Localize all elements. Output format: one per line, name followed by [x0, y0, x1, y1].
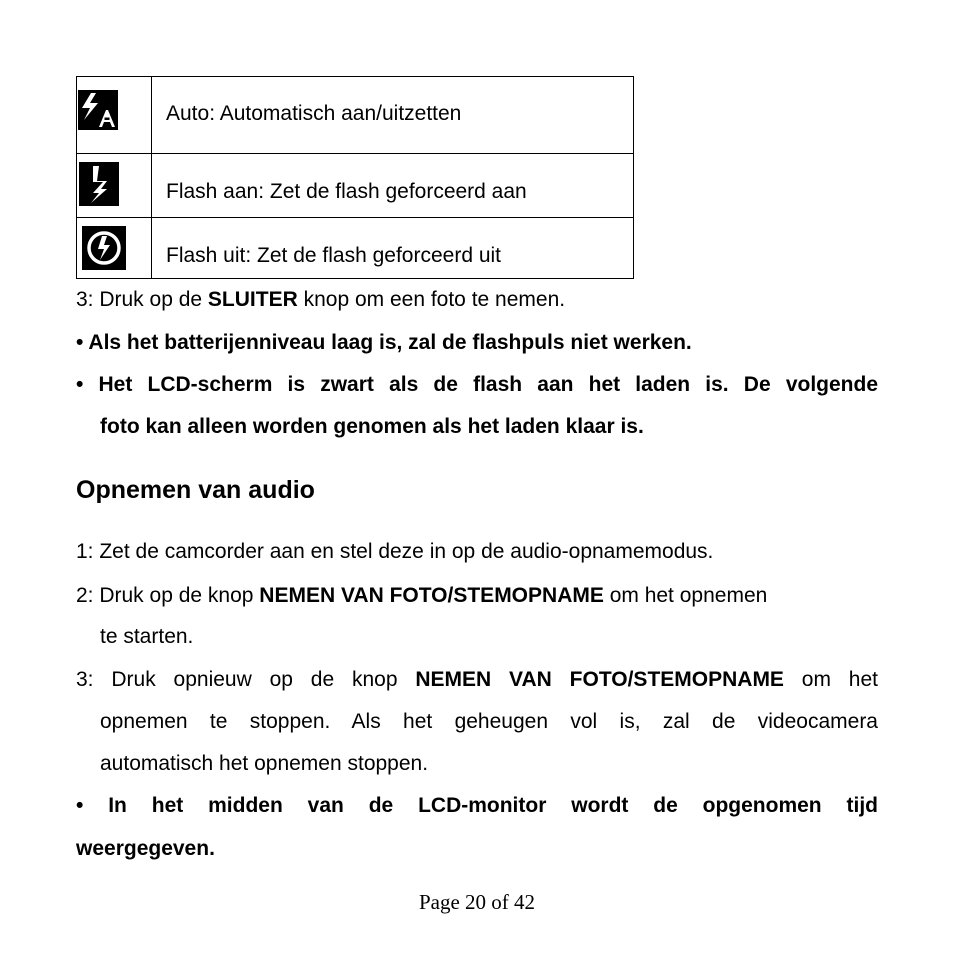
audio-step-3-cont-2: automatisch het opnemen stoppen. — [100, 752, 429, 775]
step-text: 3: Druk op de — [76, 288, 208, 311]
step-3-shutter — [76, 288, 878, 312]
record-button-keyword: NEMEN VAN FOTO/STEMOPNAME — [415, 668, 784, 691]
flash-mode-table — [76, 76, 634, 279]
flash-auto-label: Auto: Automatisch aan/uitzetten — [166, 102, 462, 125]
audio-step-3 — [76, 668, 878, 692]
section-heading: Opnemen van audio — [76, 476, 315, 504]
lcd-note-line-2: foto kan alleen worden genomen als het laden klaar is. — [100, 415, 644, 438]
flash-off-icon — [82, 226, 126, 270]
table-row — [77, 218, 634, 279]
description-cell — [152, 218, 634, 279]
icon-cell — [77, 154, 152, 218]
step-text: knop om een foto te nemen. — [297, 288, 566, 311]
battery-note: • Als het batterijenniveau laag is, zal de flashpuls niet werken. — [76, 331, 692, 354]
table-row — [77, 154, 634, 218]
step-text: om het opnemen — [603, 584, 768, 607]
icon-cell — [77, 77, 152, 154]
audio-step-1: 1: Zet de camcorder aan en stel deze in op de audio-opnamemodus. — [76, 540, 714, 563]
page-number: Page 20 of 42 — [418, 890, 536, 914]
flash-on-label: Flash aan: Zet de flash geforceerd aan — [166, 180, 527, 203]
audio-note-line-1: • In het midden van de LCD-monitor wordt de opgenomen tijd — [76, 794, 878, 817]
record-button-keyword: NEMEN VAN FOTO/STEMOPNAME — [259, 584, 604, 607]
step-text: 2: Druk op de knop — [76, 584, 260, 607]
icon-cell — [77, 218, 152, 279]
description-cell — [152, 77, 634, 154]
flash-off-label: Flash uit: Zet de flash geforceerd uit — [166, 244, 502, 267]
step-text: om het — [783, 668, 878, 691]
lcd-note-line-1: • Het LCD-scherm is zwart als de flash aan het laden is. De volgende — [76, 373, 878, 396]
audio-step-2-cont: te starten. — [100, 625, 194, 648]
audio-note-line-2: weergegeven. — [76, 837, 215, 860]
shutter-keyword: SLUITER — [207, 288, 298, 311]
audio-step-3-cont-1: opnemen te stoppen. Als het geheugen vol is, zal de videocamera — [100, 710, 878, 733]
table-row — [77, 77, 634, 154]
flash-auto-icon — [78, 90, 118, 130]
description-cell — [152, 154, 634, 218]
audio-step-2 — [76, 584, 878, 608]
step-text: 3: Druk opnieuw op de knop — [76, 668, 416, 691]
flash-on-icon — [79, 162, 119, 206]
